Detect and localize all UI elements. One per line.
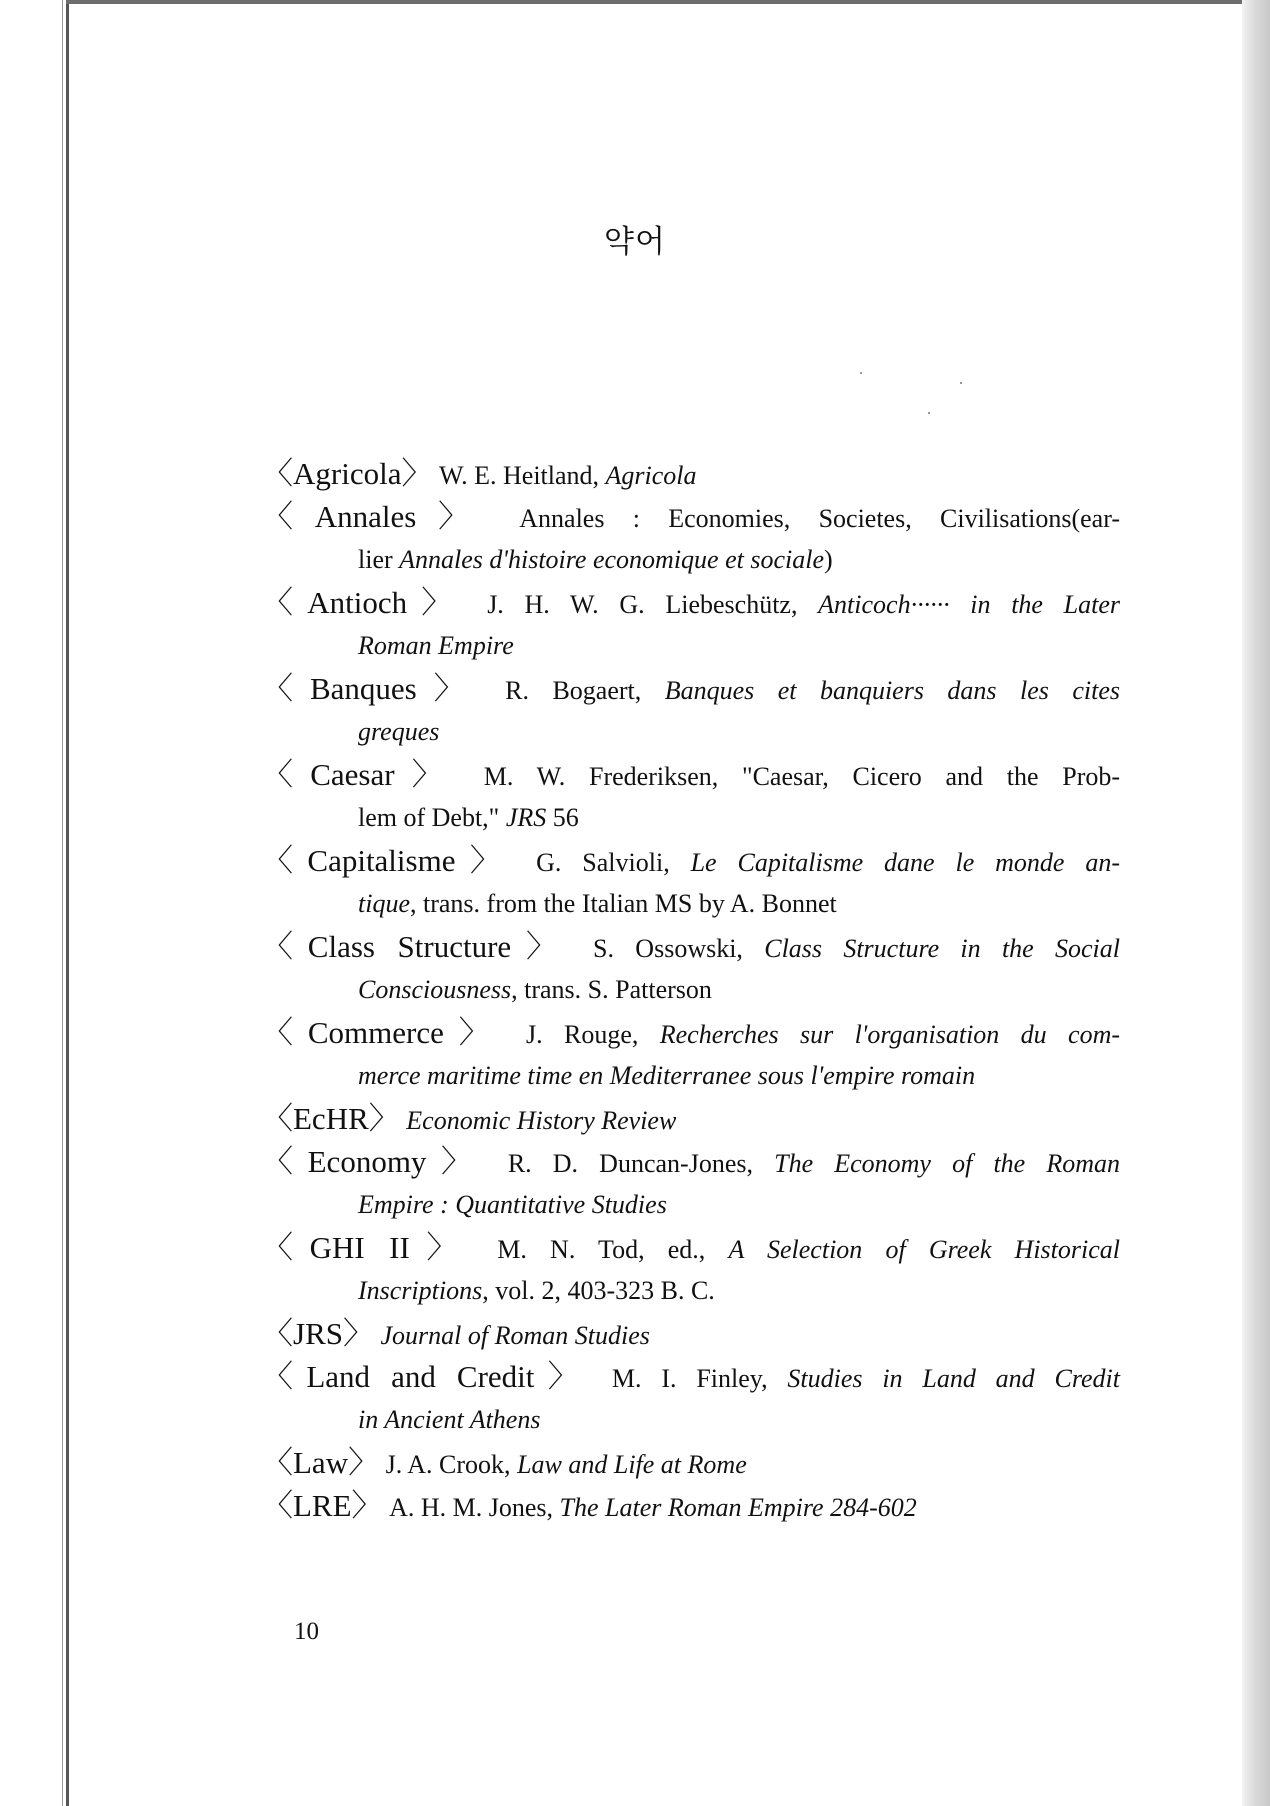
reference-text: Recherches sur l'organisation du com- bbox=[659, 1020, 1121, 1049]
entry-line bbox=[262, 581, 1120, 624]
abbreviation-key: 〈Annales〉 bbox=[262, 499, 491, 534]
abbreviation-key: 〈JRS〉 bbox=[262, 1316, 374, 1351]
reference-text: J. H. W. G. Liebeschütz, bbox=[487, 590, 819, 619]
reference-text: JRS bbox=[505, 803, 547, 832]
print-speck bbox=[860, 372, 862, 374]
entry-line bbox=[262, 1312, 1120, 1355]
reference-text: S. Ossowski, bbox=[593, 934, 765, 963]
entry-continuation-line bbox=[262, 710, 1120, 753]
abbreviation-key: 〈Banques〉 bbox=[262, 671, 482, 706]
reference bbox=[508, 1149, 1120, 1178]
reference-text: Empire : Quantitative Studies bbox=[358, 1190, 667, 1219]
reference-text: The Economy of the Roman bbox=[774, 1149, 1120, 1178]
reference-text: J. Rouge, bbox=[526, 1020, 660, 1049]
reference bbox=[380, 1321, 649, 1350]
abbreviation-entry bbox=[262, 1140, 1120, 1226]
abbreviation-entry bbox=[262, 1097, 1120, 1140]
entry-continuation-line bbox=[262, 1269, 1120, 1312]
reference bbox=[406, 1106, 676, 1135]
reference-text: M. W. Frederiksen, "Caesar, Cicero and the Prob- bbox=[483, 762, 1121, 791]
reference-text: G. Salvioli, bbox=[536, 848, 691, 877]
reference-text: M. I. Finley, bbox=[611, 1364, 788, 1393]
abbreviation-key: 〈Antioch〉 bbox=[262, 585, 467, 620]
reference-text: ) bbox=[824, 545, 833, 574]
reference bbox=[497, 1235, 1120, 1264]
reference-text: Economic History Review bbox=[406, 1106, 677, 1135]
abbreviation-key: 〈GHI II〉 bbox=[262, 1230, 475, 1265]
abbreviation-entry bbox=[262, 667, 1120, 753]
abbreviation-entry bbox=[262, 1312, 1120, 1355]
reference-text: W. E. Heitland, bbox=[438, 461, 606, 490]
abbreviation-key: 〈Law〉 bbox=[262, 1445, 380, 1480]
reference-text: Roman Empire bbox=[358, 631, 514, 660]
reference bbox=[612, 1364, 1120, 1393]
reference-text: , vol. 2, 403-323 B. C. bbox=[482, 1276, 715, 1305]
reference bbox=[536, 848, 1120, 877]
reference bbox=[389, 1493, 917, 1522]
entry-continuation-line bbox=[262, 624, 1120, 667]
reference-text: Inscriptions bbox=[358, 1276, 483, 1305]
reference-text: merce maritime time en Mediterranee sous l'empire romain bbox=[358, 1061, 976, 1090]
reference-text: Consciousness bbox=[358, 975, 512, 1004]
entry-line bbox=[262, 1097, 1120, 1140]
reference-text: Annales d'histoire economique et sociale bbox=[399, 545, 824, 574]
reference-text: Banques et banquiers dans les cites bbox=[664, 676, 1120, 705]
reference-text: lier bbox=[358, 545, 400, 574]
entry-continuation-line bbox=[262, 882, 1120, 925]
reference-text: Le Capitalisme dane le monde an- bbox=[690, 848, 1120, 877]
reference-text: , trans. S. Patterson bbox=[511, 975, 712, 1004]
page-title: 약어 bbox=[604, 224, 666, 260]
abbreviation-key: 〈Economy〉 bbox=[262, 1144, 487, 1179]
reference-text: R. Bogaert, bbox=[505, 676, 665, 705]
entry-line bbox=[262, 452, 1120, 495]
reference bbox=[526, 1020, 1120, 1049]
abbreviation-key: 〈LRE〉 bbox=[262, 1488, 383, 1523]
entry-line bbox=[262, 495, 1120, 538]
reference-text: in Ancient Athens bbox=[358, 1405, 541, 1434]
print-speck bbox=[928, 412, 930, 414]
abbreviation-entry bbox=[262, 1484, 1120, 1527]
reference-text: Class Structure in the Social bbox=[764, 934, 1120, 963]
print-speck bbox=[960, 382, 962, 384]
reference-text: R. D. Duncan-Jones, bbox=[507, 1149, 775, 1178]
entry-line bbox=[262, 1226, 1120, 1269]
page-edge-shadow bbox=[62, 0, 63, 1806]
abbreviation-entry bbox=[262, 1355, 1120, 1441]
entry-continuation-line bbox=[262, 1398, 1120, 1441]
reference bbox=[487, 590, 1120, 619]
reference-text: lem of Debt," bbox=[358, 803, 506, 832]
abbreviation-key: 〈EcHR〉 bbox=[262, 1101, 400, 1136]
reference bbox=[519, 504, 1120, 533]
abbreviation-key: 〈Capitalisme〉 bbox=[262, 843, 516, 878]
abbreviation-key: 〈Agricola〉 bbox=[262, 456, 433, 491]
reference bbox=[386, 1450, 747, 1479]
entry-continuation-line bbox=[262, 1054, 1120, 1097]
reference-text: tique bbox=[358, 889, 410, 918]
entry-line bbox=[262, 1355, 1120, 1398]
abbreviation-list bbox=[262, 452, 1120, 1527]
entry-line bbox=[262, 839, 1120, 882]
reference-text: 56 bbox=[546, 803, 579, 832]
abbreviation-entry bbox=[262, 839, 1120, 925]
entry-line bbox=[262, 1011, 1120, 1054]
reference-text: J. A. Crook, bbox=[385, 1450, 518, 1479]
entry-line bbox=[262, 753, 1120, 796]
reference-text: A Selection of Greek Historical bbox=[728, 1235, 1120, 1264]
reference bbox=[484, 762, 1120, 791]
entry-line bbox=[262, 1140, 1120, 1183]
page-number: 10 bbox=[294, 1618, 319, 1645]
abbreviation-entry bbox=[262, 452, 1120, 495]
reference-text: M. N. Tod, ed., bbox=[497, 1235, 729, 1264]
abbreviation-entry bbox=[262, 1441, 1120, 1484]
entry-continuation-line bbox=[262, 968, 1120, 1011]
abbreviation-entry bbox=[262, 753, 1120, 839]
entry-continuation-line bbox=[262, 796, 1120, 839]
entry-line bbox=[262, 1441, 1120, 1484]
entry-line bbox=[262, 667, 1120, 710]
reference-text: A. H. M. Jones, bbox=[389, 1493, 560, 1522]
abbreviation-key: 〈Commerce〉 bbox=[262, 1015, 505, 1050]
reference-text: Annales : Economies, Societes, Civilisations(ear- bbox=[519, 504, 1120, 533]
page-top-edge bbox=[66, 0, 1270, 4]
page-left-edge bbox=[66, 0, 69, 1806]
entry-continuation-line bbox=[262, 538, 1120, 581]
page-right-shadow bbox=[1242, 0, 1270, 1806]
abbreviation-key: 〈Land and Credit〉 bbox=[262, 1359, 593, 1394]
reference bbox=[505, 676, 1120, 705]
reference bbox=[439, 461, 697, 490]
reference-text: Agricola bbox=[605, 461, 697, 490]
abbreviation-entry bbox=[262, 1011, 1120, 1097]
entry-line bbox=[262, 925, 1120, 968]
reference-text: greques bbox=[358, 717, 440, 746]
entry-continuation-line bbox=[262, 1183, 1120, 1226]
reference-text: Studies in Land and Credit bbox=[787, 1364, 1120, 1393]
abbreviation-entry bbox=[262, 495, 1120, 581]
abbreviation-entry bbox=[262, 1226, 1120, 1312]
reference bbox=[593, 934, 1120, 963]
abbreviation-key: 〈Class Structure〉 bbox=[262, 929, 572, 964]
reference-text: Anticoch······ in the Later bbox=[818, 590, 1120, 619]
abbreviation-key: 〈Caesar〉 bbox=[262, 757, 461, 792]
reference-text: The Later Roman Empire 284-602 bbox=[559, 1493, 917, 1522]
reference-text: Journal of Roman Studies bbox=[380, 1321, 650, 1350]
reference-text: Law and Life at Rome bbox=[517, 1450, 747, 1479]
reference-text: , trans. from the Italian MS by A. Bonnet bbox=[410, 889, 837, 918]
abbreviation-entry bbox=[262, 925, 1120, 1011]
entry-line bbox=[262, 1484, 1120, 1527]
abbreviation-entry bbox=[262, 581, 1120, 667]
